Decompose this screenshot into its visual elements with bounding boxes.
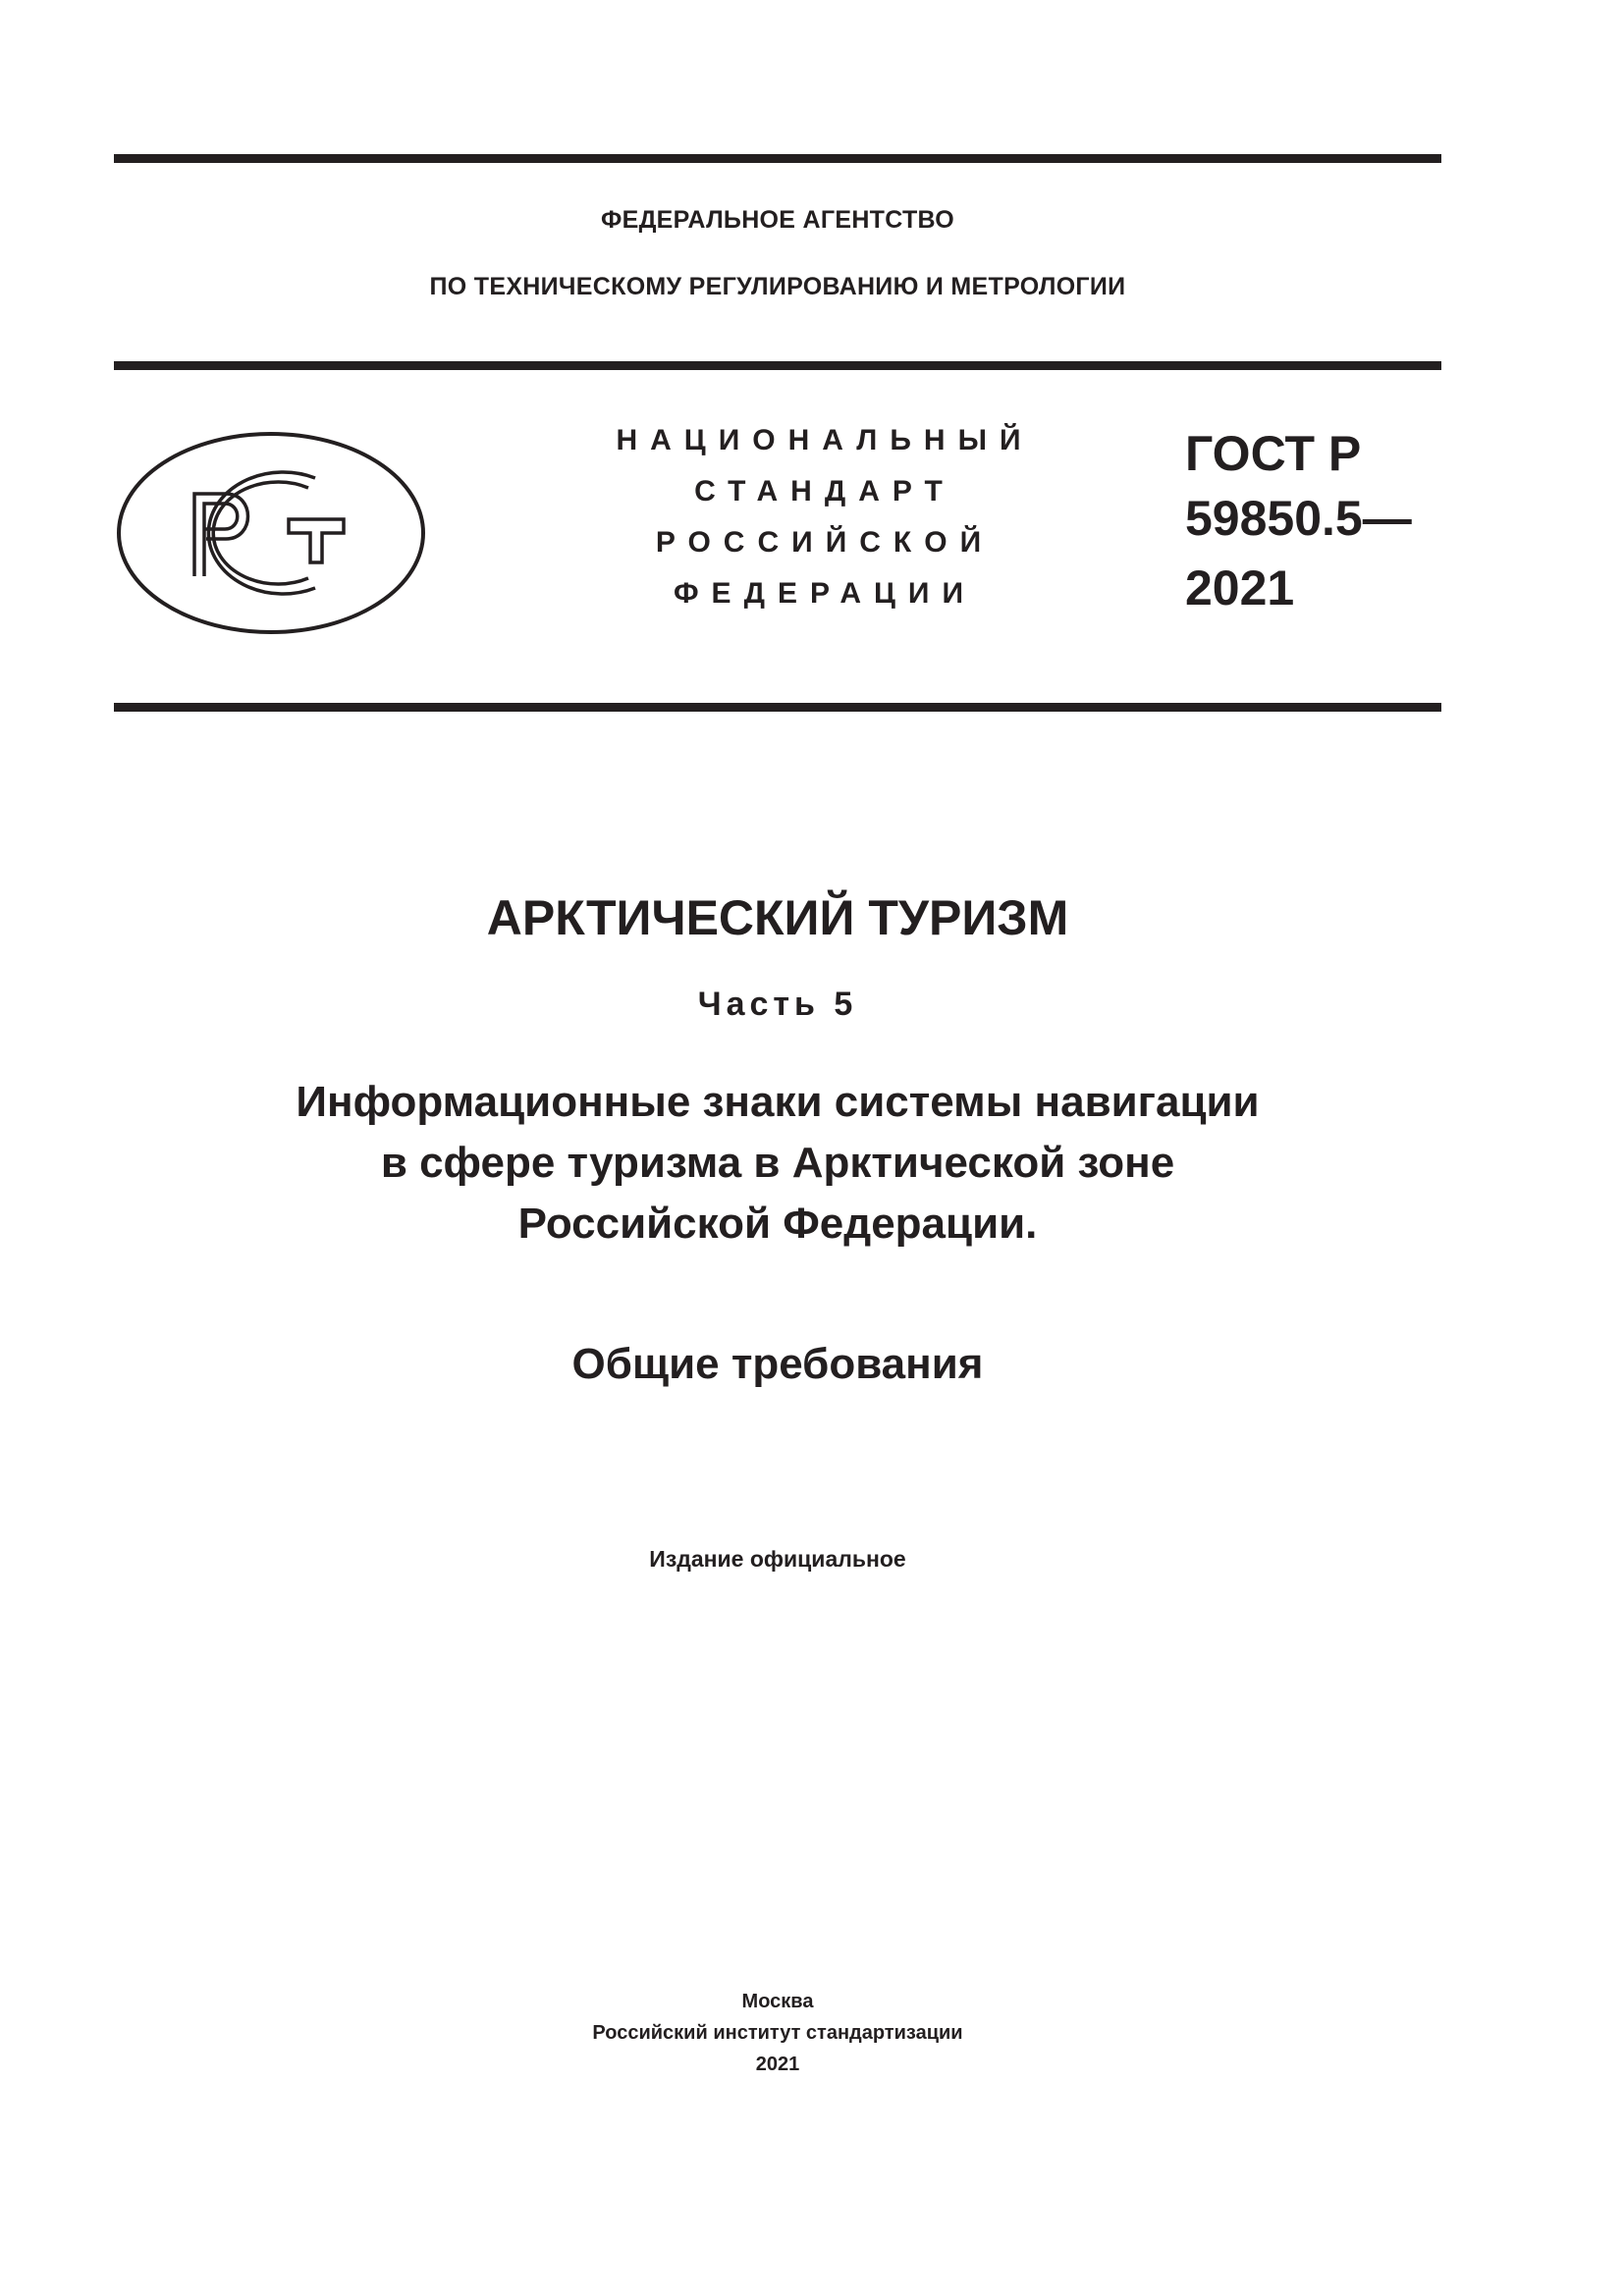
edition-label: Издание официальное [649, 1546, 906, 1572]
document-subtitle-line-1: Информационные знаки системы навигации [296, 1078, 1260, 1126]
standard-type-line-1: НАЦИОНАЛЬНЫЙ [616, 424, 1034, 456]
gost-designation-line-3: 2021 [1185, 561, 1295, 615]
document-general-requirements: Общие требования [571, 1340, 984, 1388]
gost-designation-line-2: 59850.5— [1185, 491, 1412, 546]
agency-name-line-2: ПО ТЕХНИЧЕСКОМУ РЕГУЛИРОВАНИЮ И МЕТРОЛОГИИ [429, 273, 1126, 300]
agency-name-line-1: ФЕДЕРАЛЬНОЕ АГЕНТСТВО [600, 206, 955, 234]
header-divider [114, 361, 1441, 370]
document-subtitle-line-3: Российской Федерации. [517, 1200, 1038, 1248]
document-part: Часть 5 [697, 986, 858, 1023]
document-subtitle-line-2: в сфере туризма в Арктической зоне [380, 1139, 1175, 1187]
document-title: АРКТИЧЕСКИЙ ТУРИЗМ [486, 890, 1069, 945]
rst-certification-mark-icon [114, 429, 428, 637]
footer-year: 2021 [755, 2054, 800, 2075]
standard-type-line-4: ФЕДЕРАЦИИ [673, 577, 977, 610]
gost-designation-line-1: ГОСТ Р [1185, 426, 1362, 481]
footer-publisher: Российский институт стандартизации [592, 2022, 963, 2044]
title-divider [114, 703, 1441, 712]
footer-city: Москва [741, 1991, 814, 2012]
standard-type-line-3: РОССИЙСКОЙ [655, 526, 995, 559]
standard-type-line-2: СТАНДАРТ [694, 475, 955, 507]
top-divider [114, 154, 1441, 163]
